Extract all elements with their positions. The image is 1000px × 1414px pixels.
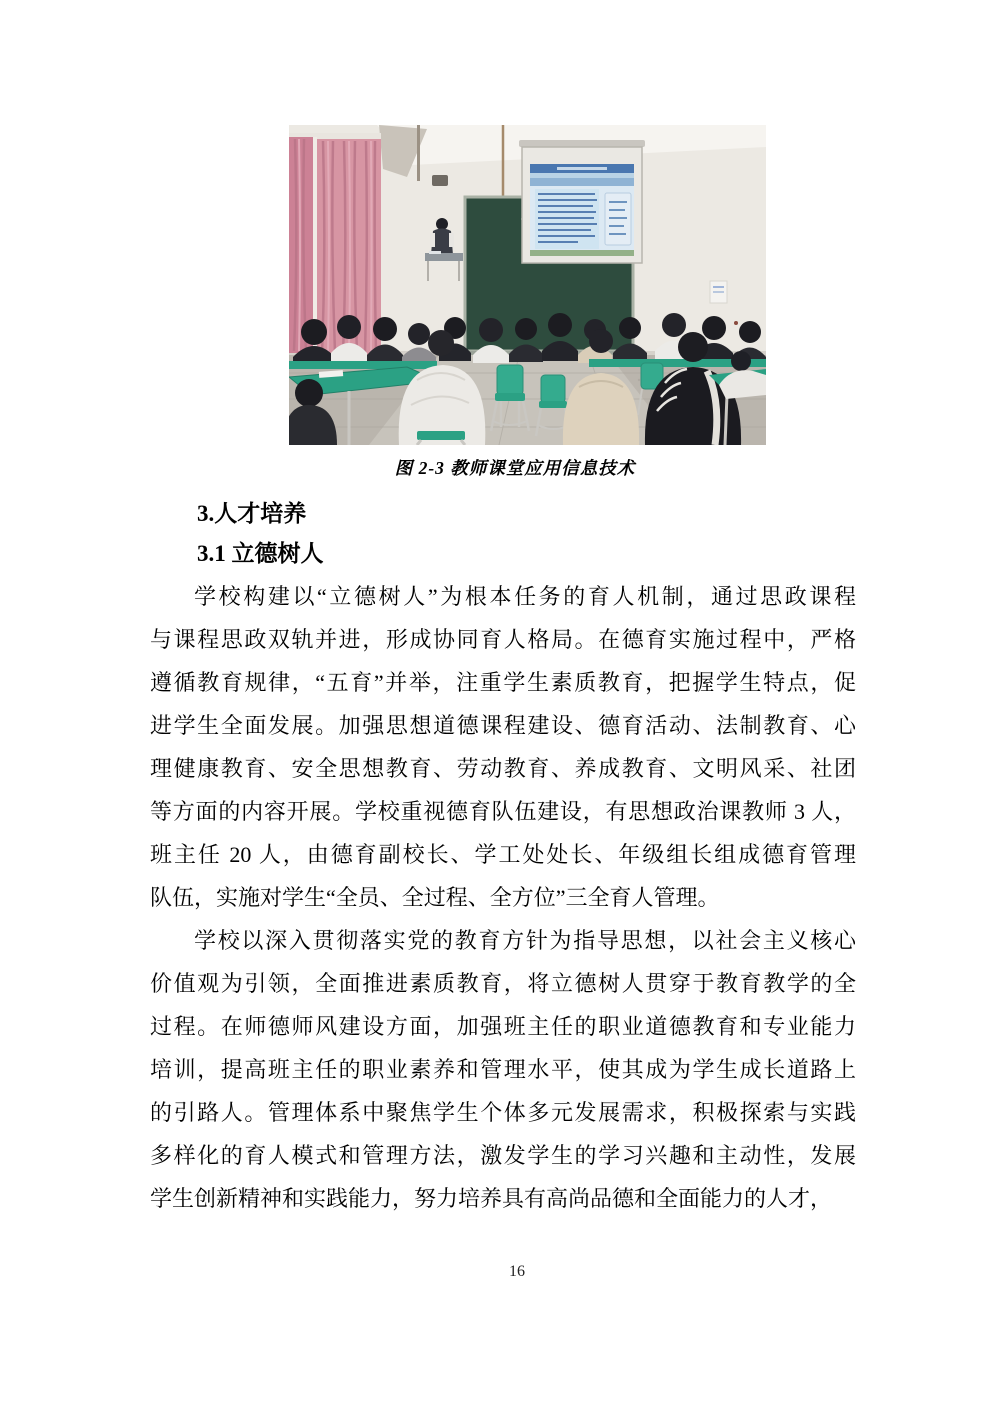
body-line: 的引路人。管理体系中聚焦学生个体多元发展需求，积极探索与实践 [150,1100,856,1125]
body-line: 等方面的内容开展。学校重视德育队伍建设，有思想政治课教师 3 人， [150,799,856,824]
body-line: 队伍，实施对学生“全员、全过程、全方位”三全育人管理。 [150,885,720,910]
body-line: 培训，提高班主任的职业素养和管理水平，使其成为学生成长道路上 [150,1057,856,1082]
body-line: 与课程思政双轨并进，形成协同育人格局。在德育实施过程中，严格 [150,627,856,652]
body-line: 班主任 20 人，由德育副校长、学工处处长、年级组长组成德育管理 [150,842,856,867]
body-line: 学校构建以“立德树人”为根本任务的育人机制，通过思政课程 [194,584,857,609]
body-line: 学校以深入贯彻落实党的教育方针为指导思想，以社会主义核心 [194,928,856,953]
body-text [150,575,856,1220]
figure-caption: 图 2-3 教师课堂应用信息技术 [394,458,636,478]
body-line: 遵循教育规律，“五育”并举，注重学生素质教育，把握学生特点，促 [150,670,856,695]
paragraph-2 [150,919,856,1220]
page-number: 16 [509,1263,525,1280]
body-line: 理健康教育、安全思想教育、劳动教育、养成教育、文明风采、社团 [150,756,856,781]
body-line: 价值观为引领，全面推进素质教育，将立德树人贯穿于教育教学的全 [150,971,856,996]
curtains [289,133,381,355]
section-heading: 3.人才培养 [197,501,307,526]
body-line: 学生创新精神和实践能力，努力培养具有高尚品德和全面能力的人才， [150,1186,833,1211]
subsection-heading: 3.1 立德树人 [197,541,324,566]
paragraph-1 [150,575,856,919]
slide [530,164,634,256]
body-line: 多样化的育人模式和管理方法，激发学生的学习兴趣和主动性，发展 [150,1143,856,1168]
body-line: 过程。在师德师风建设方面，加强班主任的职业道德教育和专业能力 [150,1014,856,1039]
projector-screen [519,140,645,263]
classroom-photo [289,125,766,445]
body-line: 进学生全面发展。加强思想道德课程建设、德育活动、法制教育、心 [150,713,856,738]
figure [289,125,766,445]
